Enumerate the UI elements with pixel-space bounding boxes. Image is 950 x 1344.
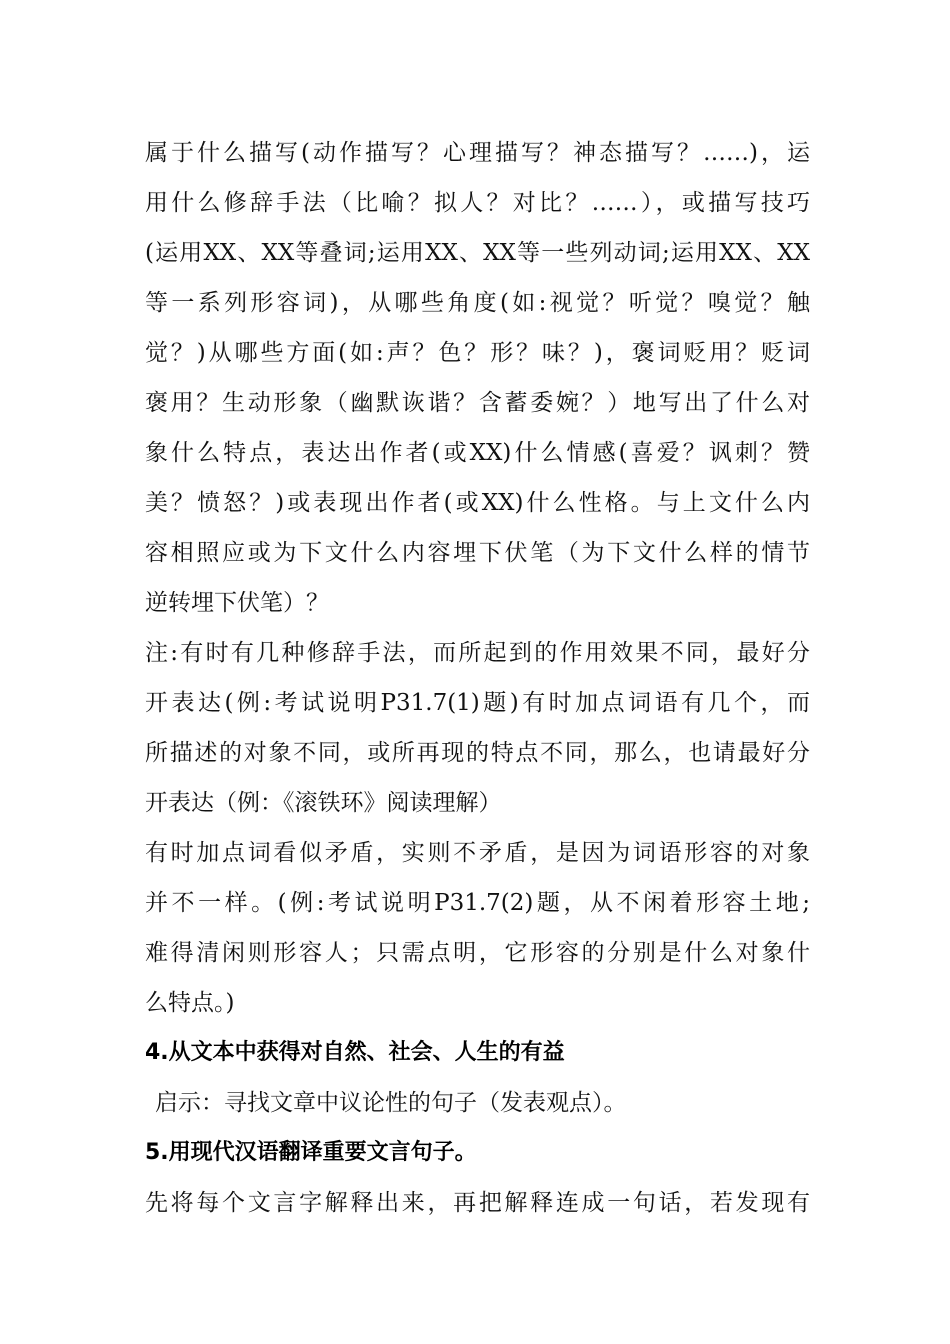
note-line: 开表达(例:考试说明P31.7(1)题)有时加点词语有几个，而 [145,690,810,716]
note-line: 难得清闲则形容人；只需点明，它形容的分别是什么对象什 [145,940,810,966]
paragraph-line: 属于什么描写(动作描写？心理描写？神态描写？……)，运 [145,140,810,166]
paragraph-line: 逆转埋下伏笔）？ [145,590,329,616]
paragraph-line: (运用XX、XX等叠词;运用XX、XX等一些列动词;运用XX、XX [145,240,810,266]
document-body [145,128,810,1228]
paragraph-line: 美？愤怒？)或表现出作者(或XX)什么性格。与上文什么内 [145,490,810,516]
section-heading-4: 4.从文本中获得对自然、社会、人生的有益 [145,1040,565,1065]
paragraph-line: 用什么修辞手法（比喻？拟人？对比？……），或描写技巧 [145,190,810,216]
note-line: 所描述的对象不同，或所再现的特点不同，那么，也请最好分 [145,740,810,766]
section-body-line: 启示：寻找文章中议论性的句子（发表观点）。 [155,1090,627,1116]
paragraph-line: 觉？)从哪些方面(如:声？色？形？味？)，褒词贬用？贬词 [145,340,810,366]
note-line: 么特点。) [145,990,235,1016]
paragraph-line: 象什么特点，表达出作者(或XX)什么情感(喜爱？讽刺？赞 [145,440,810,466]
paragraph-line: 容相照应或为下文什么内容埋下伏笔（为下文什么样的情节 [145,540,810,566]
note-line: 有时加点词看似矛盾，实则不矛盾，是因为词语形容的对象 [145,840,810,866]
paragraph-line: 等一系列形容词)，从哪些角度(如:视觉？听觉？嗅觉？触 [145,290,810,316]
note-line: 开表达（例：《滚铁环》阅读理解） [145,790,502,816]
paragraph-line: 褒用？生动形象（幽默诙谐？含蓄委婉？）地写出了什么对 [145,390,810,416]
section-heading-5: 5.用现代汉语翻译重要文言句子。 [145,1140,477,1165]
note-line: 注:有时有几种修辞手法，而所起到的作用效果不同，最好分 [145,640,810,666]
note-line: 并不一样。(例:考试说明P31.7(2)题，从不闲着形容土地; [145,890,810,916]
section-body-line: 先将每个文言字解释出来，再把解释连成一句话，若发现有 [145,1190,810,1216]
